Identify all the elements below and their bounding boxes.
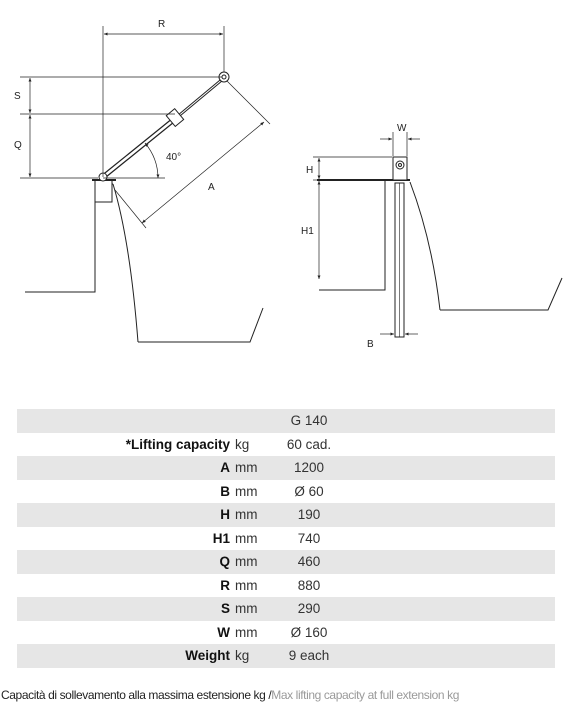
table-row: A mm 1200 — [17, 456, 555, 480]
base-bracket — [95, 180, 112, 202]
table-row: Weight kg 9 each — [17, 644, 555, 668]
footnote — [1, 688, 459, 702]
table-row: *Lifting capacity kg 60 cad. — [125, 436, 332, 452]
side-view-drawing — [20, 26, 270, 342]
model-name: G 140 — [280, 409, 338, 433]
front-counter-outline — [440, 278, 562, 310]
label-w: W — [397, 123, 407, 134]
footnote-italian: Capacità di sollevamento alla massima estensione kg / — [1, 688, 272, 702]
table-row: Q mm 460 — [17, 550, 555, 574]
spec-table — [17, 409, 555, 668]
door-panel-curve — [113, 184, 138, 342]
label-r: R — [158, 19, 166, 30]
table-row: B mm Ø 60 — [220, 483, 324, 499]
label-h: H — [306, 165, 314, 176]
angle-arc — [145, 143, 158, 178]
footnote-english: Max lifting capacity at full extension kg — [271, 688, 459, 702]
table-row: H mm 190 — [17, 503, 555, 527]
label-h1: H1 — [301, 226, 314, 237]
front-wall-outline — [319, 180, 393, 290]
label-b: B — [367, 339, 374, 350]
table-row: H1 mm 740 — [212, 530, 321, 546]
label-a: A — [208, 182, 215, 193]
front-view-drawing — [313, 132, 562, 337]
table-row: R mm 880 — [220, 577, 321, 593]
table-row: W mm Ø 160 — [217, 624, 328, 640]
front-door-curve — [410, 182, 440, 310]
label-s: S — [14, 91, 21, 102]
dim-a-line — [142, 122, 264, 223]
label-angle: 40° — [166, 152, 182, 163]
label-q: Q — [14, 140, 22, 151]
table-header-row — [17, 409, 555, 433]
table-row: S mm 290 — [17, 597, 555, 621]
counter-outline — [138, 308, 263, 342]
